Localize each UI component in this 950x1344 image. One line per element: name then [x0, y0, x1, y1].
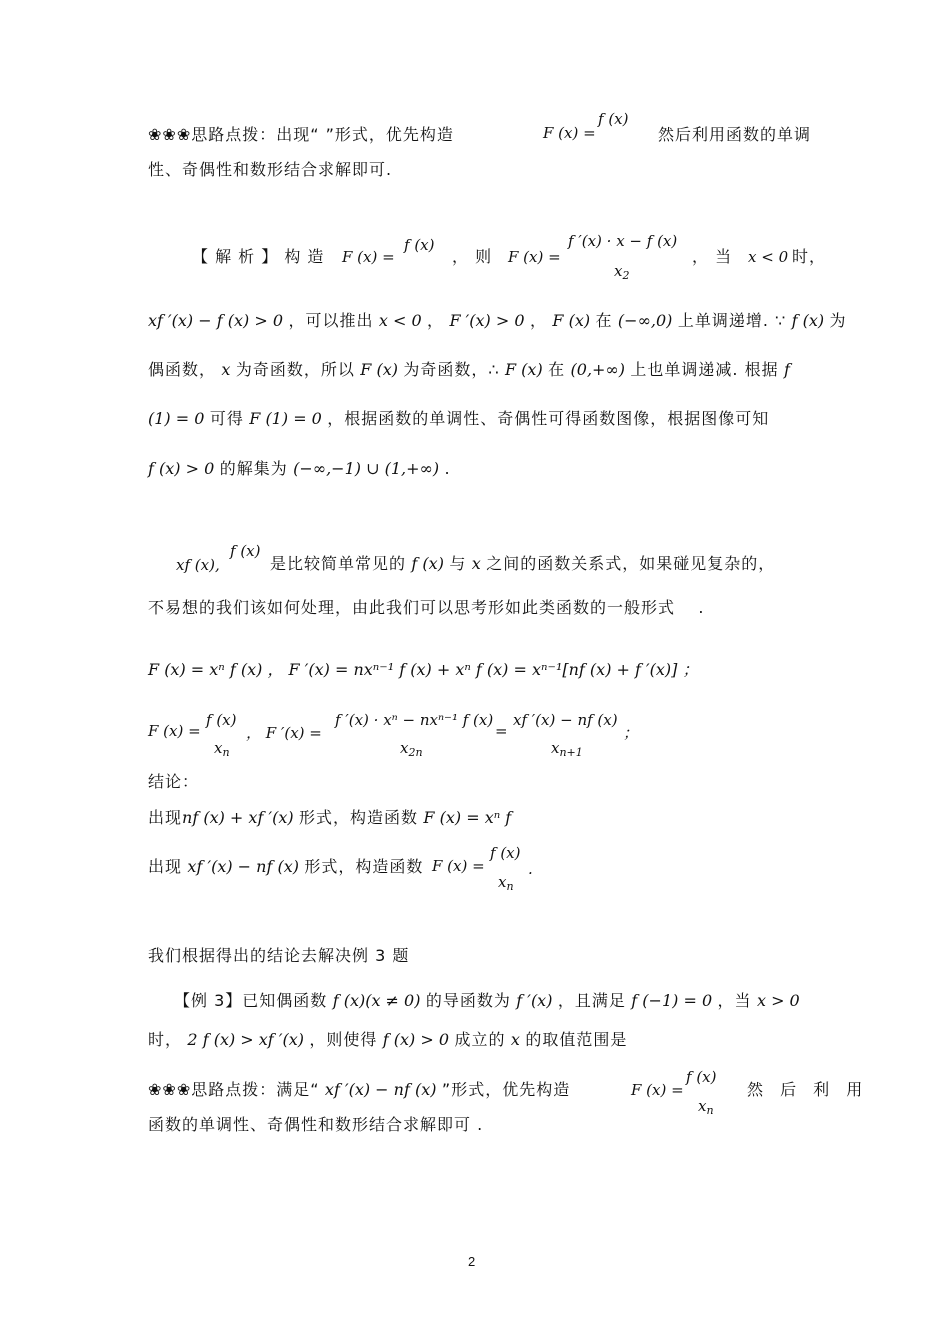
t: ❀❀❀思路点拨：满足“ — [148, 1080, 320, 1099]
m: xf ′(x) − f (x) > 0 — [148, 311, 284, 330]
general-line-1 — [270, 553, 775, 575]
hint-text: ❀❀❀思路点拨：出现“ ”形式，优先构造 — [148, 125, 454, 144]
formula-2-num: f (x) — [206, 711, 237, 729]
conclusion-2-F: F (x) = — [432, 857, 485, 875]
t: 时， — [148, 1030, 183, 1049]
t: 上也单调递减. 根据 — [630, 360, 779, 379]
d: x — [214, 739, 223, 757]
m: x < 0 — [378, 311, 422, 330]
t: 偶函数， — [148, 360, 217, 379]
t: 出现 — [148, 808, 183, 827]
t: ，当 — [717, 991, 752, 1010]
t: 为 — [829, 311, 847, 330]
t: 可得 — [209, 409, 244, 428]
m: F (x) — [504, 360, 543, 379]
formula-2-end: ； — [623, 724, 639, 742]
hint2-F: F (x) = — [631, 1081, 684, 1099]
conclusion-2 — [148, 856, 423, 878]
t: 上单调递增. ∵ — [677, 311, 787, 330]
analysis-when: ， 当 — [692, 247, 733, 266]
s: 2n — [408, 746, 423, 759]
d: x — [698, 1097, 707, 1115]
d: x — [551, 739, 560, 757]
analysis-numerator: f ′(x) · x − f (x) — [568, 232, 678, 250]
formula-2-num2: f ′(x) · xⁿ − nxⁿ⁻¹ f (x) — [335, 711, 494, 729]
m: f (x) — [411, 554, 444, 573]
t: 【例 3】已知偶函数 — [174, 991, 328, 1010]
t: 是比较简单常见的 — [270, 554, 407, 573]
t: 为奇函数，所以 — [235, 360, 355, 379]
t: 成立的 — [454, 1030, 506, 1049]
formula-2-F: F (x) = — [148, 722, 201, 740]
t: 与 — [449, 554, 467, 573]
formula-2-num3: xf ′(x) − nf (x) — [513, 711, 618, 729]
analysis-denominator — [614, 262, 629, 282]
t: 的导函数为 — [425, 991, 511, 1010]
general-frac: f (x) — [230, 542, 261, 560]
general-m1: xf (x), — [176, 556, 220, 574]
m: F (x) = xⁿ f — [423, 808, 512, 827]
m: xf ′(x) − nf (x) — [324, 1080, 437, 1099]
hint-line-2: 性、奇偶性和数形结合求解即可. — [148, 160, 393, 179]
analysis-when-end: 时， — [792, 247, 827, 266]
analysis-mid: ， 则 — [452, 247, 493, 266]
m: (−∞,−1) ∪ (1,+∞) — [293, 459, 440, 478]
m: F (x) — [552, 311, 591, 330]
m: (1) = 0 — [148, 409, 205, 428]
hint2-num: f (x) — [686, 1068, 717, 1086]
den-x: x — [614, 262, 623, 280]
m: f (x)(x ≠ 0) — [332, 991, 421, 1010]
s: n — [222, 746, 230, 759]
m: f (−1) = 0 — [631, 991, 713, 1010]
analysis-line-3 — [148, 359, 790, 381]
analysis-frac: f (x) — [404, 236, 435, 254]
t: ，根据函数的单调性、奇偶性可得函数图像，根据图像可知 — [327, 409, 770, 428]
t: 的取值范围是 — [525, 1030, 628, 1049]
m: (0,+∞) — [570, 360, 625, 379]
s: n — [706, 1104, 714, 1117]
hint2-tail: 然 后 利 用 — [747, 1080, 869, 1099]
page-number: 2 — [468, 1254, 476, 1269]
conclusion-1 — [148, 807, 511, 829]
m: F (1) = 0 — [249, 409, 322, 428]
conclusion-2-den — [498, 873, 514, 893]
m: (−∞,0) — [617, 311, 673, 330]
formula-2-eq: = — [495, 722, 508, 740]
t: 之间的函数关系式，如果碰见复杂的， — [486, 554, 776, 573]
analysis-F2: F (x) = — [508, 248, 561, 266]
formula-2-sep: ， F ′(x) = — [246, 724, 322, 742]
t: ”形式，优先构造 — [441, 1080, 571, 1099]
m: f (x) > 0 — [382, 1030, 450, 1049]
d: x — [400, 739, 409, 757]
conclusion-2-num: f (x) — [490, 844, 521, 862]
m: F (x) — [360, 360, 398, 379]
t: 出现 — [148, 857, 183, 876]
conclusion-2-end: . — [528, 860, 533, 878]
formula-2-den — [214, 739, 230, 759]
analysis-x-lt-0: x < 0 — [748, 248, 789, 266]
t: ，且满足 — [557, 991, 626, 1010]
example-line-1 — [174, 990, 800, 1012]
hint-line-1 — [148, 124, 454, 146]
example-line-2 — [148, 1029, 627, 1051]
t: 在 — [595, 311, 613, 330]
m: f (x) — [791, 311, 825, 330]
analysis-line-4 — [148, 408, 769, 430]
m: f — [784, 360, 790, 379]
t: 形式，构造函数 — [304, 857, 424, 876]
construct-F: F (x) = — [543, 124, 596, 142]
den-sup: 2 — [622, 269, 630, 282]
m: x > 0 — [756, 991, 800, 1010]
conclusion-title: 结论： — [148, 772, 200, 791]
m: x — [471, 554, 481, 573]
d: x — [498, 873, 507, 891]
t: ， — [427, 311, 445, 330]
analysis-line-5 — [148, 458, 451, 480]
hint-tail: 然后利用函数的单调 — [658, 125, 812, 144]
m: f ′(x) — [516, 991, 553, 1010]
m: F ′(x) > 0 — [449, 311, 525, 330]
m: x — [510, 1030, 520, 1049]
analysis-line-2 — [148, 310, 847, 332]
s: n+1 — [559, 746, 583, 759]
t: 的解集为 — [219, 459, 288, 478]
construct-frac-numerator: f (x) — [598, 110, 629, 128]
t: . — [698, 598, 705, 617]
t: . — [444, 459, 451, 478]
m: 2 f (x) > xf ′(x) — [187, 1030, 304, 1049]
analysis-F: F (x) = — [342, 248, 395, 266]
t: 在 — [548, 360, 566, 379]
t: 形式，构造函数 — [299, 808, 419, 827]
t: ， — [529, 311, 547, 330]
formula-2-den3 — [551, 739, 583, 759]
t: ，则使得 — [309, 1030, 378, 1049]
m: nf (x) + xf ′(x) — [182, 808, 294, 827]
m: f (x) > 0 — [148, 459, 215, 478]
t: ，可以推出 — [288, 311, 374, 330]
t: 不易想的我们该如何处理，由此我们可以思考形如此类函数的一般形式 — [148, 598, 676, 617]
general-line-2 — [148, 597, 705, 619]
m: x — [221, 360, 231, 379]
analysis-head: 【 解 析 】 构 造 — [192, 247, 325, 266]
hint2-den — [698, 1097, 714, 1117]
s: n — [506, 880, 514, 893]
formula-1: F (x) = xⁿ f (x) ， F ′(x) = nxⁿ⁻¹ f (x) + xⁿ f (x) = xⁿ⁻¹[nf (x) + f ′(x)] ； — [148, 660, 699, 679]
t: 为奇函数，∴ — [403, 360, 500, 379]
hint2-line-1 — [148, 1079, 570, 1101]
hint2-line-2: 函数的单调性、奇偶性和数形结合求解即可 . — [148, 1115, 484, 1134]
m: xf ′(x) − nf (x) — [187, 857, 299, 876]
formula-2-den2 — [400, 739, 423, 759]
example-intro: 我们根据得出的结论去解决例 3 题 — [148, 946, 410, 965]
